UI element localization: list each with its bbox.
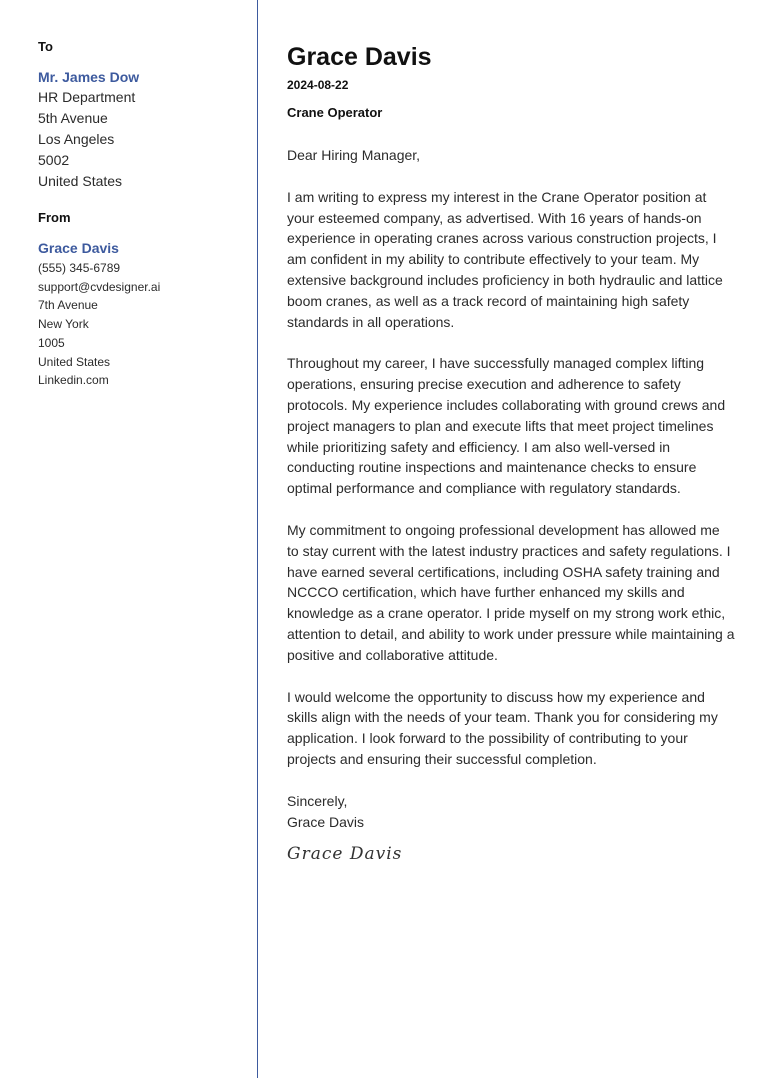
sidebar-divider <box>257 0 258 1078</box>
to-heading: To <box>38 39 53 54</box>
letter-paragraph: Throughout my career, I have successfully managed complex lifting operations, ensuring precise execution and adherence to safety protocols. My experience includes collaborating with ground crews and project managers to plan and execute lifts that meet project timelines while prioritizing safety and efficiency. I am also well-versed in conducting routine inspections and maintenance checks to ensure optimal performance and compliance with regulatory standards. <box>287 355 726 497</box>
recipient-block <box>38 38 243 192</box>
sender-linkedin: Linkedin.com <box>38 373 109 388</box>
sender-contact <box>38 259 243 390</box>
sidebar <box>38 38 243 390</box>
sender-phone: (555) 345-6789 <box>38 261 121 275</box>
letter-paragraph: I am writing to express my interest in the Crane Operator position at your esteemed company, as advertised. With 16 years of hands-on experience in operating cranes across various construction projects, I am confident in my ability to contribute effectively to your team. My extensive background includes proficiency in both hydraulic and lattice boom cranes, as well as a track record of maintaining high safety standards in all operations. <box>287 188 723 330</box>
job-title: Crane Operator <box>287 105 383 120</box>
recipient-name: Mr. James Dow <box>38 69 140 85</box>
letter-paragraph: I would welcome the opportunity to discuss how my experience and skills align with the needs of your team. Thank you for considering my application. I look forward to the possibility of contributing to your projects and ensuring their successful completion. <box>287 688 718 767</box>
recipient-department: HR Department <box>38 89 136 105</box>
recipient-street: 5th Avenue <box>38 110 108 126</box>
letter-date: 2024-08-22 <box>287 78 349 92</box>
sender-block <box>38 209 243 390</box>
salutation: Dear Hiring Manager, <box>287 147 421 163</box>
recipient-country: United States <box>38 173 123 189</box>
handwritten-signature: Grace Davis <box>287 844 403 865</box>
sender-postal-code: 1005 <box>38 335 65 350</box>
sender-country: United States <box>38 354 111 369</box>
sender-email: support@cvdesigner.ai <box>38 279 161 294</box>
letter-body <box>287 42 735 864</box>
from-heading: From <box>38 210 71 225</box>
recipient-postal-code: 5002 <box>38 152 70 168</box>
sender-city: New York <box>38 317 89 332</box>
applicant-name: Grace Davis <box>287 43 432 71</box>
recipient-city: Los Angeles <box>38 131 115 147</box>
sender-name: Grace Davis <box>38 240 119 256</box>
recipient-address <box>38 87 243 192</box>
sender-street: 7th Avenue <box>38 298 98 313</box>
closing-block <box>287 791 735 833</box>
letter-paragraph: My commitment to ongoing professional development has allowed me to stay current with the latest industry practices and safety regulations. I have earned several certifications, including OSHA safety training and NCCCO certification, which have further enhanced my skills and knowledge as a crane operator. I pride myself on my strong work ethic, attention to detail, and ability to work under pressure while maintaining a positive and collaborative attitude. <box>287 521 735 663</box>
closing-name: Grace Davis <box>287 813 365 830</box>
closing-phrase: Sincerely, <box>287 792 348 809</box>
